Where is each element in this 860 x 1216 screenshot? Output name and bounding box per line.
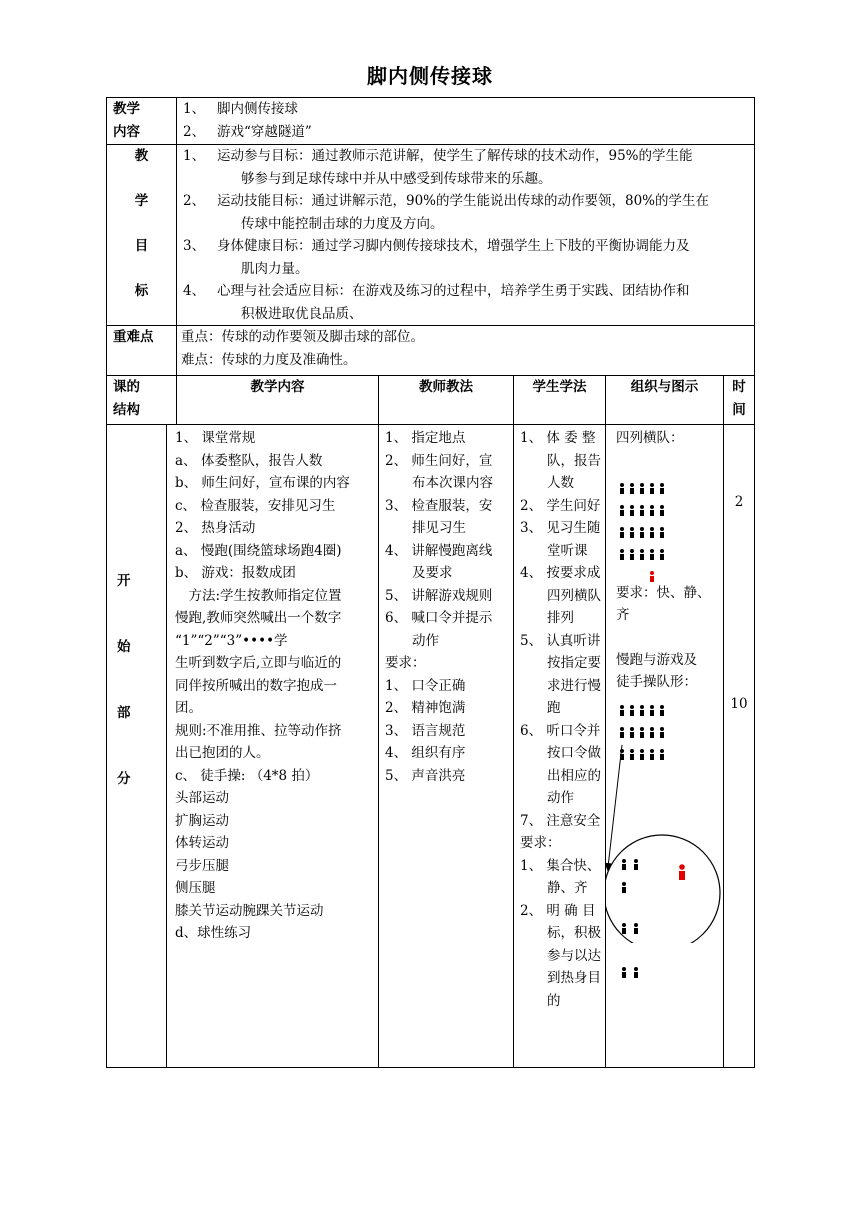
goals-label: 教 学 目 标 xyxy=(107,145,177,326)
time-value-2: 10 xyxy=(730,696,748,712)
person-icon xyxy=(630,705,634,715)
group-top-left xyxy=(622,859,638,893)
content-list xyxy=(177,98,755,145)
person-icon xyxy=(640,705,644,715)
game-circle-diagram xyxy=(606,743,726,943)
person-icon xyxy=(660,527,664,537)
content-item: 1、 脚内侧传接球 xyxy=(183,101,298,117)
person-icon xyxy=(630,505,634,515)
teacher-person-icon xyxy=(679,864,685,880)
header-org: 组织与图示 xyxy=(606,376,724,425)
key-label: 重难点 xyxy=(107,326,177,376)
person-icon xyxy=(650,527,654,537)
formation-grid xyxy=(616,472,723,582)
teacher-person-icon xyxy=(650,571,654,581)
person-icon xyxy=(650,705,654,715)
teacher-methods: 1、 指定地点 2、 师生问好，宣 布本次课内容 3、 检查服装，安 排见习生 4、 讲解慢跑离线 及要求 5、 讲解游戏规则 6、 喊口令并提示 动作 要求： 1、 口令正确 2、 精神饱满 3、 语言规范 4、 组织有序 5、 声音洪亮 xyxy=(379,425,514,1068)
person-icon xyxy=(660,549,664,559)
student-methods: 1、 体 委 整 队，报告 人数 2、 学生问好 3、 见习生随 堂听课 4、 按要求成 四列横队 排列 5、 认真听讲 按指定要 求进行慢 跑 6、 听口令并 按口令做 出相应的 动作 7、 注意安全 要求： 1、 集合快、 静、齐 2、 明 确 目 标，积极 参与以达 到热身目 的 xyxy=(514,425,606,1068)
formation-requirement: 要求：快、静、 xyxy=(616,584,711,601)
organization-diagram: 四列横队： 要求：快、静、 齐 慢跑与游戏及 徒手操队形： xyxy=(606,425,724,1068)
person-icon xyxy=(640,527,644,537)
person-icon xyxy=(650,505,654,515)
formation-title: 四列横队： xyxy=(616,430,684,446)
header-student: 学生学法 xyxy=(514,376,606,425)
person-icon xyxy=(650,549,654,559)
page-title: 脚内侧传接球 xyxy=(367,64,493,88)
person-icon xyxy=(660,727,664,737)
person-icon xyxy=(620,549,624,559)
key-points xyxy=(177,326,755,376)
content-label: 教学 内容 xyxy=(107,98,177,145)
person-icon xyxy=(640,727,644,737)
person-icon xyxy=(660,483,664,493)
person-icon xyxy=(630,527,634,537)
warmup-title: 慢跑与游戏及 xyxy=(616,651,697,668)
goal-item: 2、 运动技能目标：通过讲解示范，90%的学生能说出传球的动作要领，80%的学生在 传球中能控制击球的力度及方向。 xyxy=(183,193,710,232)
person-icon xyxy=(630,727,634,737)
header-teacher: 教师教法 xyxy=(379,376,514,425)
person-icon xyxy=(630,483,634,493)
header-content: 教学内容 xyxy=(177,376,379,425)
goals-list xyxy=(177,145,755,326)
person-icon xyxy=(620,705,624,715)
person-icon xyxy=(620,505,624,515)
content-item: 2、 游戏“穿越隧道” xyxy=(183,123,312,140)
goal-item: 4、 心理与社会适应目标：在游戏及练习的过程中，培养学生勇于实践、团结协作和 积极进取优良品质、 xyxy=(183,283,690,322)
person-icon xyxy=(620,727,624,737)
teaching-content: 1、 课堂常规 a、 体委整队，报告人数 b、 师生问好，宣布课的内容 c、 检查服装，安排见习生 2、 热身活动 a、 慢跑(围绕篮球场跑4圈) b、 游戏：报数成团 方法:学生按教师指定位置 慢跑,教师突然喊出一个数字 “1”“2”“3”••••学 生听到数字后,立即与临近的 同伴按所喊出的数字抱成一 团。 规则:不准用推、拉等动作挤 出已抱团的人。 c、 徒手操: （4*8 拍） 头部运动 扩胸运动 体转运动 弓步压腿 侧压腿 膝关节运动腕踝关节运动 d、球性练习 xyxy=(167,425,379,1068)
person-icon xyxy=(650,727,654,737)
time-value-1: 2 xyxy=(734,494,744,510)
person-icon xyxy=(630,549,634,559)
person-icon xyxy=(620,527,624,537)
focus-point: 重点：传球的动作要领及脚击球的部位。 xyxy=(181,329,424,345)
extra-people xyxy=(606,965,646,989)
goal-item: 3、 身体健康目标：通过学习脚内侧传接球技术，增强学生上下肢的平衡协调能力及 肌肉力量。 xyxy=(183,238,690,277)
person-icon xyxy=(640,483,644,493)
goal-item: 1、 运动参与目标：通过教师示范讲解，使学生了解传球的技术动作，95%的学生能 够参与到足球传球中并从中感受到传球带来的乐趣。 xyxy=(183,148,693,187)
time-column xyxy=(724,425,755,1068)
difficulty-point: 难点：传球的力度及准确性。 xyxy=(181,351,357,368)
person-icon xyxy=(640,505,644,515)
header-time: 时 间 xyxy=(724,376,755,425)
person-icon xyxy=(650,483,654,493)
section-label: 开 始 部 分 xyxy=(107,425,167,1068)
person-icon xyxy=(660,505,664,515)
person-icon xyxy=(620,483,624,493)
group-bottom-left xyxy=(622,923,638,934)
person-icon xyxy=(640,549,644,559)
header-structure: 课的 结构 xyxy=(107,376,177,425)
lesson-plan-table xyxy=(106,97,755,1068)
arrow-line xyxy=(608,745,622,867)
person-icon xyxy=(660,705,664,715)
